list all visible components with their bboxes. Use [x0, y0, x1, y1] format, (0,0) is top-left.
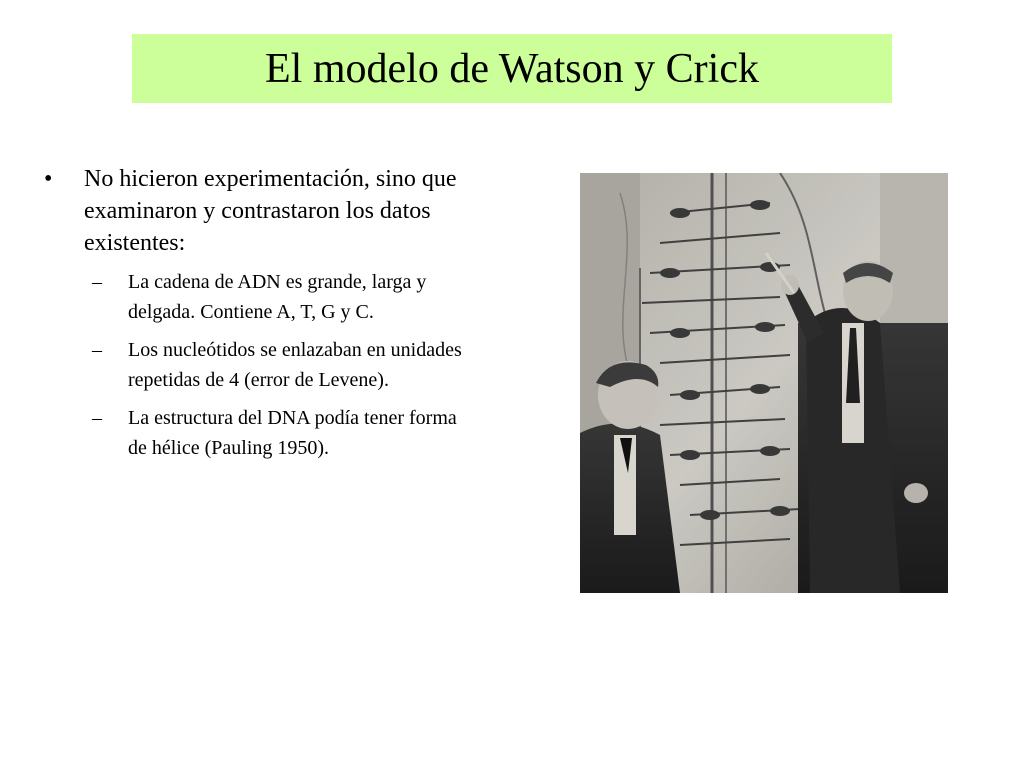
dash-marker: – — [92, 407, 102, 429]
dash-marker: – — [92, 339, 102, 361]
dash-marker: – — [92, 271, 102, 293]
sub-bullet-item — [42, 335, 472, 395]
sub-bullet-text: La estructura del DNA podía tener forma de hélice (Pauling 1950). — [128, 407, 457, 459]
bullet-content — [42, 163, 472, 471]
photo-watson-crick — [580, 173, 948, 593]
sub-bullet-list — [42, 267, 472, 463]
sub-bullet-text: Los nucleótidos se enlazaban en unidades repetidas de 4 (error de Levene). — [128, 339, 462, 391]
sub-bullet-item — [42, 403, 472, 463]
sub-bullet-item — [42, 267, 472, 327]
bullet-marker: • — [44, 166, 53, 192]
bullet-item — [42, 163, 472, 259]
title-bar — [132, 34, 892, 103]
bullet-text: No hicieron experimentación, sino que examinaron y contrastaron los datos existentes: — [84, 166, 457, 256]
photo-watson-crick-dna-model — [580, 173, 948, 593]
sub-bullet-text: La cadena de ADN es grande, larga y delgada. Contiene A, T, G y C. — [128, 271, 427, 323]
slide-title: El modelo de Watson y Crick — [265, 45, 759, 92]
